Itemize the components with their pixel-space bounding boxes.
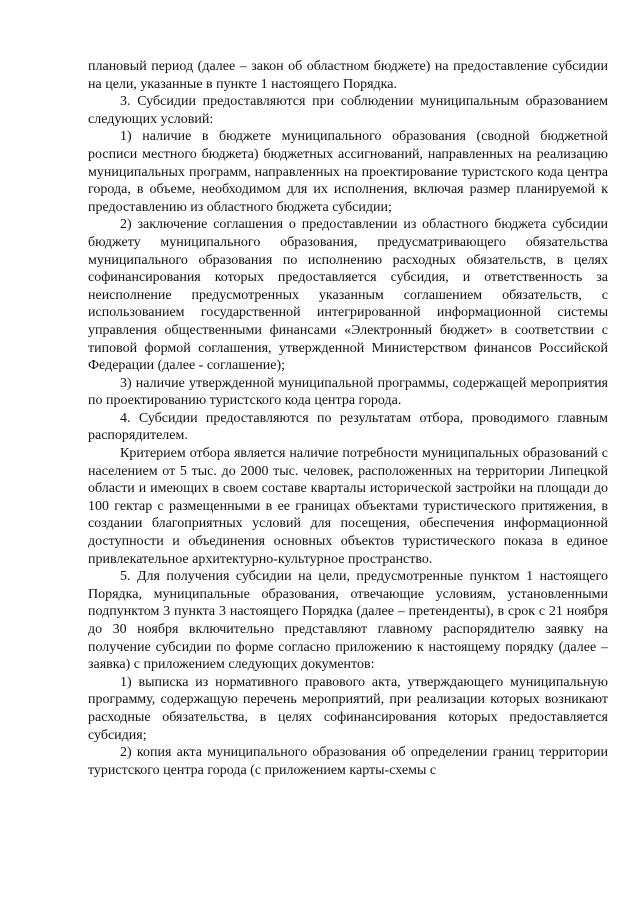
paragraph-selection: 4. Субсидии предоставляются по результатам отбора, проводимого главным распорядителем. xyxy=(88,410,608,444)
paragraph-condition-3: 3) наличие утвержденной муниципальной программы, содержащей мероприятия по проектированию туристского кода центра города. xyxy=(88,375,608,409)
paragraph-budget-law: плановый период (далее – закон об областном бюджете) на предоставление субсидии на цели, указанные в пункте 1 настоящего Порядка. xyxy=(88,59,608,92)
paragraph-application: 5. Для получения субсидии на цели, предусмотренные пунктом 1 настоящего Порядка, муниципальные образования, отвечающие условиям, установленными подпунктом 3 пункта 3 настоящего Порядка (далее – претенденты), в срок с 21 ноября до 30 ноября включительно представляют главному распорядителю заявку на получение субсидии по форме согласно приложению к настоящему порядку (далее – заявка) с приложением следующих документов: xyxy=(88,569,608,673)
paragraph-condition-1: 1) наличие в бюджете муниципального образования (сводной бюджетной росписи местного бюджета) бюджетных ассигнований, направленных на реализацию муниципальных программ, направленных на проектирование туристского кода центра города, в объеме, необходимом для их исполнения, включая размер планируемой к предоставлению из областного бюджета субсидии; xyxy=(88,129,608,215)
paragraph-document-2: 2) копия акта муниципального образования об определении границ территории туристского центра города (с приложением карты-схемы с xyxy=(88,745,608,778)
paragraph-conditions-intro: 3. Субсидии предоставляются при соблюдении муниципальным образованием следующих условий: xyxy=(88,94,608,127)
paragraph-selection-criterion: Критерием отбора является наличие потребности муниципальных образований с населением от 5 тыс. до 2000 тыс. человек, расположенных на территории Липецкой области и имеющих в своем составе кварталы исторической застройки на площади до 100 гектар с размещенными в ее границах объектами туристического притяжения, в создании благоприятных условий для посещения, обеспечения информационной доступности и объединения основных объектов туристического показа в единое привлекательное архитектурно-культурное пространство. xyxy=(88,446,608,567)
document-page xyxy=(88,58,608,898)
paragraph-condition-2: 2) заключение соглашения о предоставлении из областного бюджета субсидии бюджету муниципального образования, предусматривающего обязательства муниципального образования по исполнению расходных обязательств, в целях софинансирования которых предоставляется субсидия, и ответственность за неисполнение предусмотренных указанным соглашением обязательств, с использованием государственной интегрированной информационной системы управления общественными финансами «Электронный бюджет» в соответствии с типовой формой соглашения, утвержденной Министерством финансов Российской Федерации (далее - соглашение); xyxy=(88,217,608,374)
paragraph-document-1: 1) выписка из нормативного правового акта, утверждающего муниципальную программу, содержащую перечень мероприятий, при реализации которых возникают расходные обязательства, в целях софинансирования которых предоставляется субсидия; xyxy=(88,674,608,743)
